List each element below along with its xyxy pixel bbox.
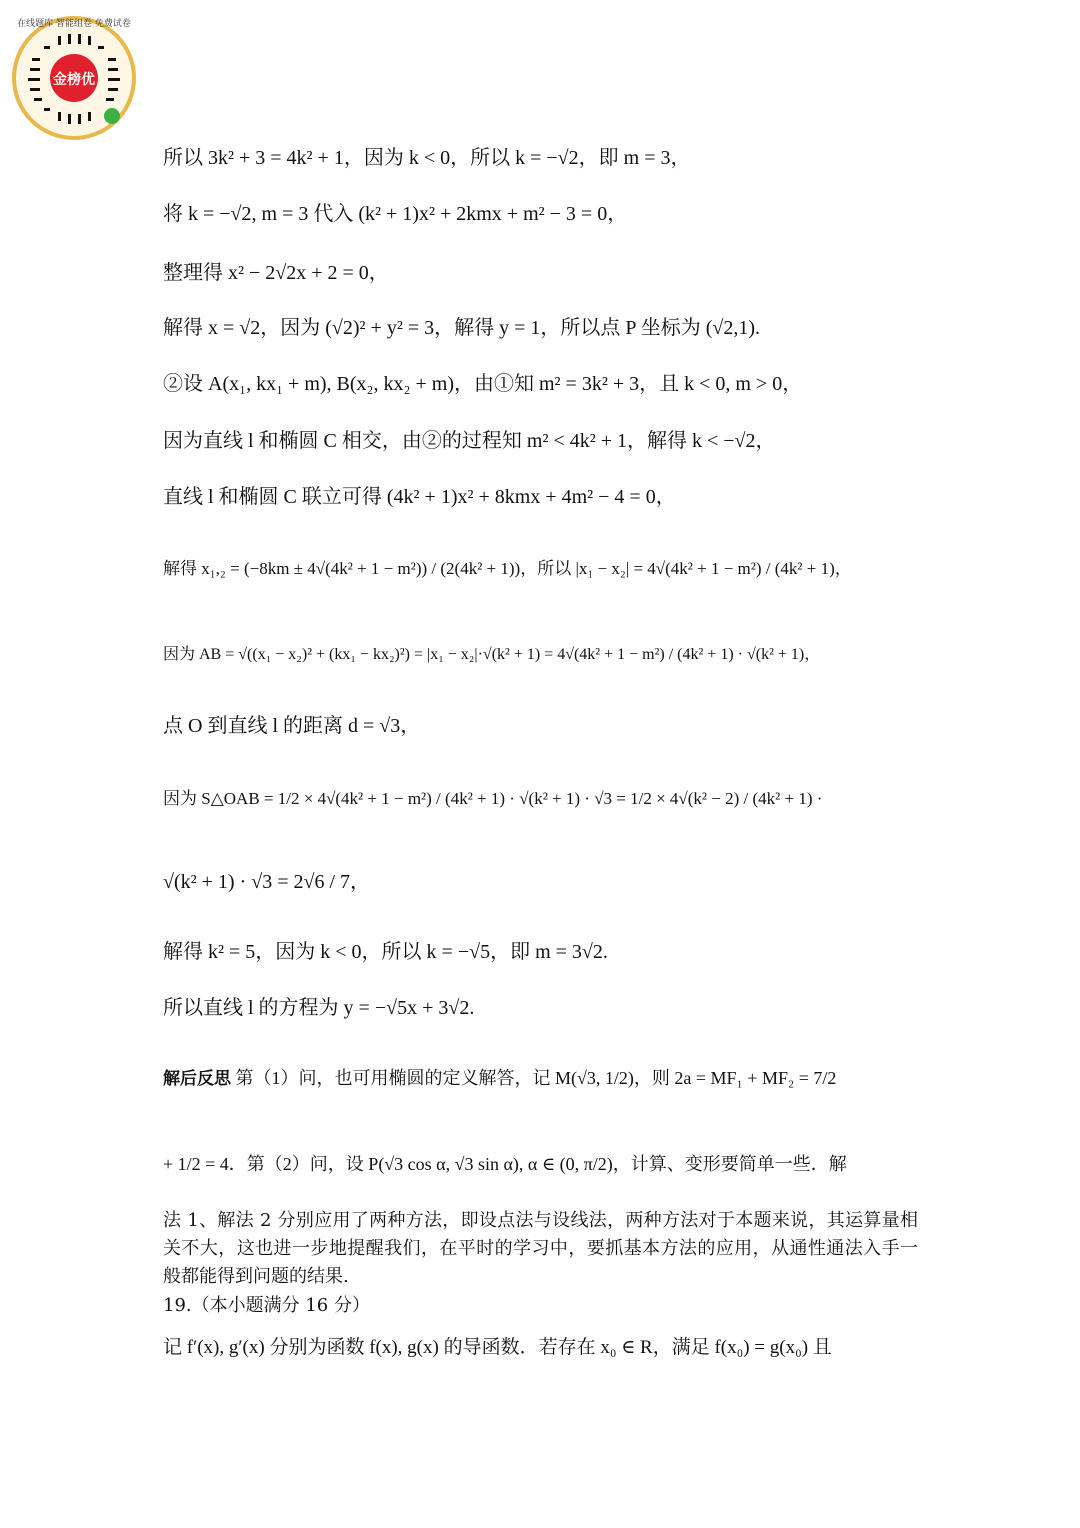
reflection-text-1: 第（1）问，也可用椭圆的定义解答，记 M(√3, 1/2)，则 2a = MF₁ + MF₂ = 7/2 [235,1068,837,1088]
line-14: 所以直线 l 的方程为 y = −√5x + 3√2. [163,997,475,1019]
line-4: 解得 x = √2，因为 (√2)² + y² = 3，解得 y = 1，所以点 P 坐标为 (√2,1). [163,317,761,339]
logo-center-text: 金榜优 [53,72,95,88]
line-5: ②设 A(x₁, kx₁ + m), B(x₂, kx₂ + m)，由①知 m² = 3k² + 3，且 k < 0, m > 0， [163,373,803,395]
line-8: 解得 x₁,₂ = (−8km ± 4√(4k² + 1 − m²)) / (2(4k² + 1))，所以 |x₁ − x₂| = 4√(4k² + 1 − m²) / (4k² + 1)， [163,559,852,578]
line-2: 将 k = −√2, m = 3 代入 (k² + 1)x² + 2kmx + m² − 3 = 0， [163,203,628,225]
line-13: 解得 k² = 5，因为 k < 0，所以 k = −√5，即 m = 3√2. [163,941,608,963]
question-19-text: 记 f′(x), g′(x) 分别为函数 f(x), g(x) 的导函数．若存在 x₀ ∈ R，满足 f(x₀) = g(x₀) 且 [163,1337,832,1358]
jinbangyou-logo [8,8,140,140]
question-19-heading: 19.（本小题满分 16 分） [163,1295,370,1316]
reflection-line-2: + 1/2 = 4．第（2）问，设 P(√3 cos α, √3 sin α), α ∈ (0, π/2)，计算、变形要简单一些．解 [163,1154,847,1174]
line-1: 所以 3k² + 3 = 4k² + 1，因为 k < 0，所以 k = −√2，即 m = 3， [163,147,691,169]
line-10: 点 O 到直线 l 的距离 d = √3， [163,715,421,737]
line-9: 因为 AB = √((x₁ − x₂)² + (kx₁ − kx₂)²) = |x₁ − x₂|·√(k² + 1) = 4√(4k² + 1 − m²) / (4k² + 1) · √(k² + 1)， [163,646,821,663]
line-11: 因为 S△OAB = 1/2 × 4√(4k² + 1 − m²) / (4k² + 1) · √(k² + 1) · √3 = 1/2 × 4√(k² − 2) / (4k² + 1) · [163,789,823,808]
reflection-paragraph: 法 1、解法 2 分别应用了两种方法，即设点法与设线法，两种方法对于本题来说，其运算量相关不大，这也进一步地提醒我们，在平时的学习中，要抓基本方法的应用，从通性通法入手一般都能得到问题的结果. [163,1210,918,1287]
line-3: 整理得 x² − 2√2x + 2 = 0， [163,262,389,284]
reflection-label: 解后反思 [163,1069,231,1089]
line-7: 直线 l 和椭圆 C 联立可得 (4k² + 1)x² + 8kmx + 4m² − 4 = 0， [163,486,676,508]
line-6: 因为直线 l 和椭圆 C 相交，由②的过程知 m² < 4k² + 1，解得 k < −√2， [163,430,776,452]
logo-ring-text: 在线题库 智能组卷 免费试卷 [17,19,131,29]
reflection-line-1 [163,1064,923,1093]
mini-program-icon [104,108,120,124]
line-12: √(k² + 1) · √3 = 2√6 / 7， [163,871,371,893]
